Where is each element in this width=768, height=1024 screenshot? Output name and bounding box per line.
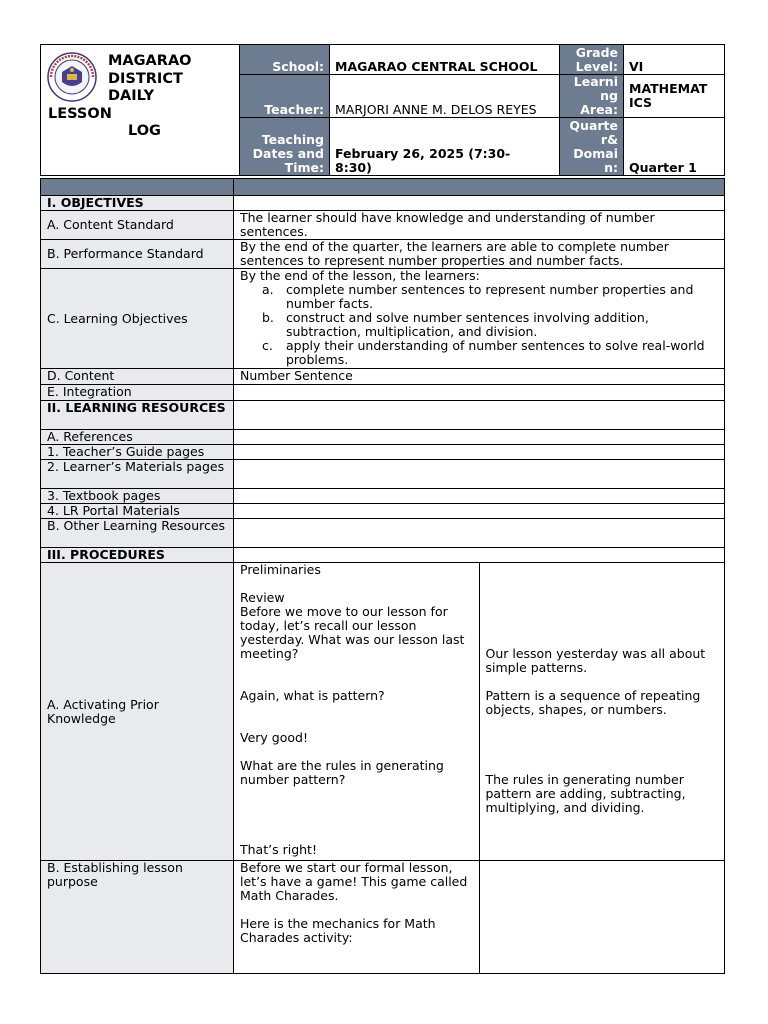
learning-objectives-cell: By the end of the lesson, the learners: a. complete number sentences to represent number properties and number facts. b. construct and solve number sentences involving addition, subtraction, multiplication, and division. c. apply their understanding of number sentences to solve real-world problems. [234, 269, 725, 369]
learning-area-value: MATHEMAT ICS [624, 75, 725, 118]
list-item: c. apply their understanding of number sentences to solve real-world problems. [262, 338, 705, 367]
activating-prior-knowledge-label: A. Activating Prior Knowledge [41, 563, 234, 861]
performance-standard-label: B. Performance Standard [41, 240, 234, 269]
references-label: A. References [41, 430, 234, 445]
activity-b-teacher: Before we start our formal lesson, let’s have a game! This game called Math Charades. Here is the mechanics for Math Charades activity: [240, 860, 468, 945]
establishing-purpose-label: B. Establishing lesson purpose [41, 861, 234, 974]
activity-a-table [234, 563, 724, 860]
school-label: School: [240, 45, 330, 75]
procedures-heading: III. PROCEDURES [41, 548, 234, 563]
learning-objectives-list [240, 283, 718, 367]
teaching-dates-value: February 26, 2025 (7:30- 8:30) [330, 118, 560, 176]
lesson-plan-table [40, 178, 725, 974]
content-standard-text: The learner should have knowledge and understanding of number sentences. [234, 211, 725, 240]
content-text: Number Sentence [234, 369, 725, 385]
quarter-value: Quarter 1 [624, 118, 725, 176]
activity-b-table [234, 861, 724, 973]
header-title-cell [41, 45, 240, 176]
content-standard-label: A. Content Standard [41, 211, 234, 240]
lesson-log-title: MAGARAO DISTRICT DAILY LESSON LOG [48, 53, 192, 139]
learning-objectives-label: C. Learning Objectives [41, 269, 234, 369]
content-label: D. Content [41, 369, 234, 385]
list-item: a. complete number sentences to represent number properties and number facts. [262, 282, 694, 311]
teacher-label: Teacher: [240, 75, 330, 118]
learning-resources-heading: II. LEARNING RESOURCES [41, 401, 234, 430]
performance-standard-text: By the end of the quarter, the learners are able to complete number sentences to represent number properties and number facts. [234, 240, 725, 269]
list-item: b. construct and solve number sentences involving addition, subtraction, multiplication, and division. [262, 310, 649, 339]
lr-portal-label: 4. LR Portal Materials [41, 504, 234, 519]
school-value: MAGARAO CENTRAL SCHOOL [330, 45, 560, 75]
grade-level-value: VI [624, 45, 725, 75]
integration-label: E. Integration [41, 385, 234, 401]
teaching-dates-label: Teaching Dates and Time: [240, 118, 330, 176]
header-bar-left [41, 179, 234, 196]
textbook-pages-label: 3. Textbook pages [41, 489, 234, 504]
activity-a-teacher: Preliminaries Review Before we move to our lesson for today, let’s recall our lesson yesterday. What was our lesson last meeting? Again, what is pattern? Very good! What are the rules in generating number pattern? That’s right! [240, 562, 465, 857]
activity-a-student: Our lesson yesterday was all about simple patterns. Pattern is a sequence of repeating objects, shapes, or numbers. The rules in generating number pattern are adding, subtracting, multiplying, and dividing. [479, 563, 724, 860]
header-bar-right [234, 179, 725, 196]
objectives-heading: I. OBJECTIVES [41, 196, 234, 211]
header-table [40, 44, 725, 176]
teachers-guide-label: 1. Teacher’s Guide pages [41, 445, 234, 460]
other-resources-label: B. Other Learning Resources [41, 519, 234, 548]
grade-level-label: Grade Level: [560, 45, 624, 75]
teacher-value: MARJORI ANNE M. DELOS REYES [330, 75, 560, 118]
learning-area-label: Learni ng Area: [560, 75, 624, 118]
quarter-label: Quarte r& Domai n: [560, 118, 624, 176]
activity-b-student [479, 861, 724, 973]
learners-materials-label: 2. Learner’s Materials pages [41, 460, 234, 489]
